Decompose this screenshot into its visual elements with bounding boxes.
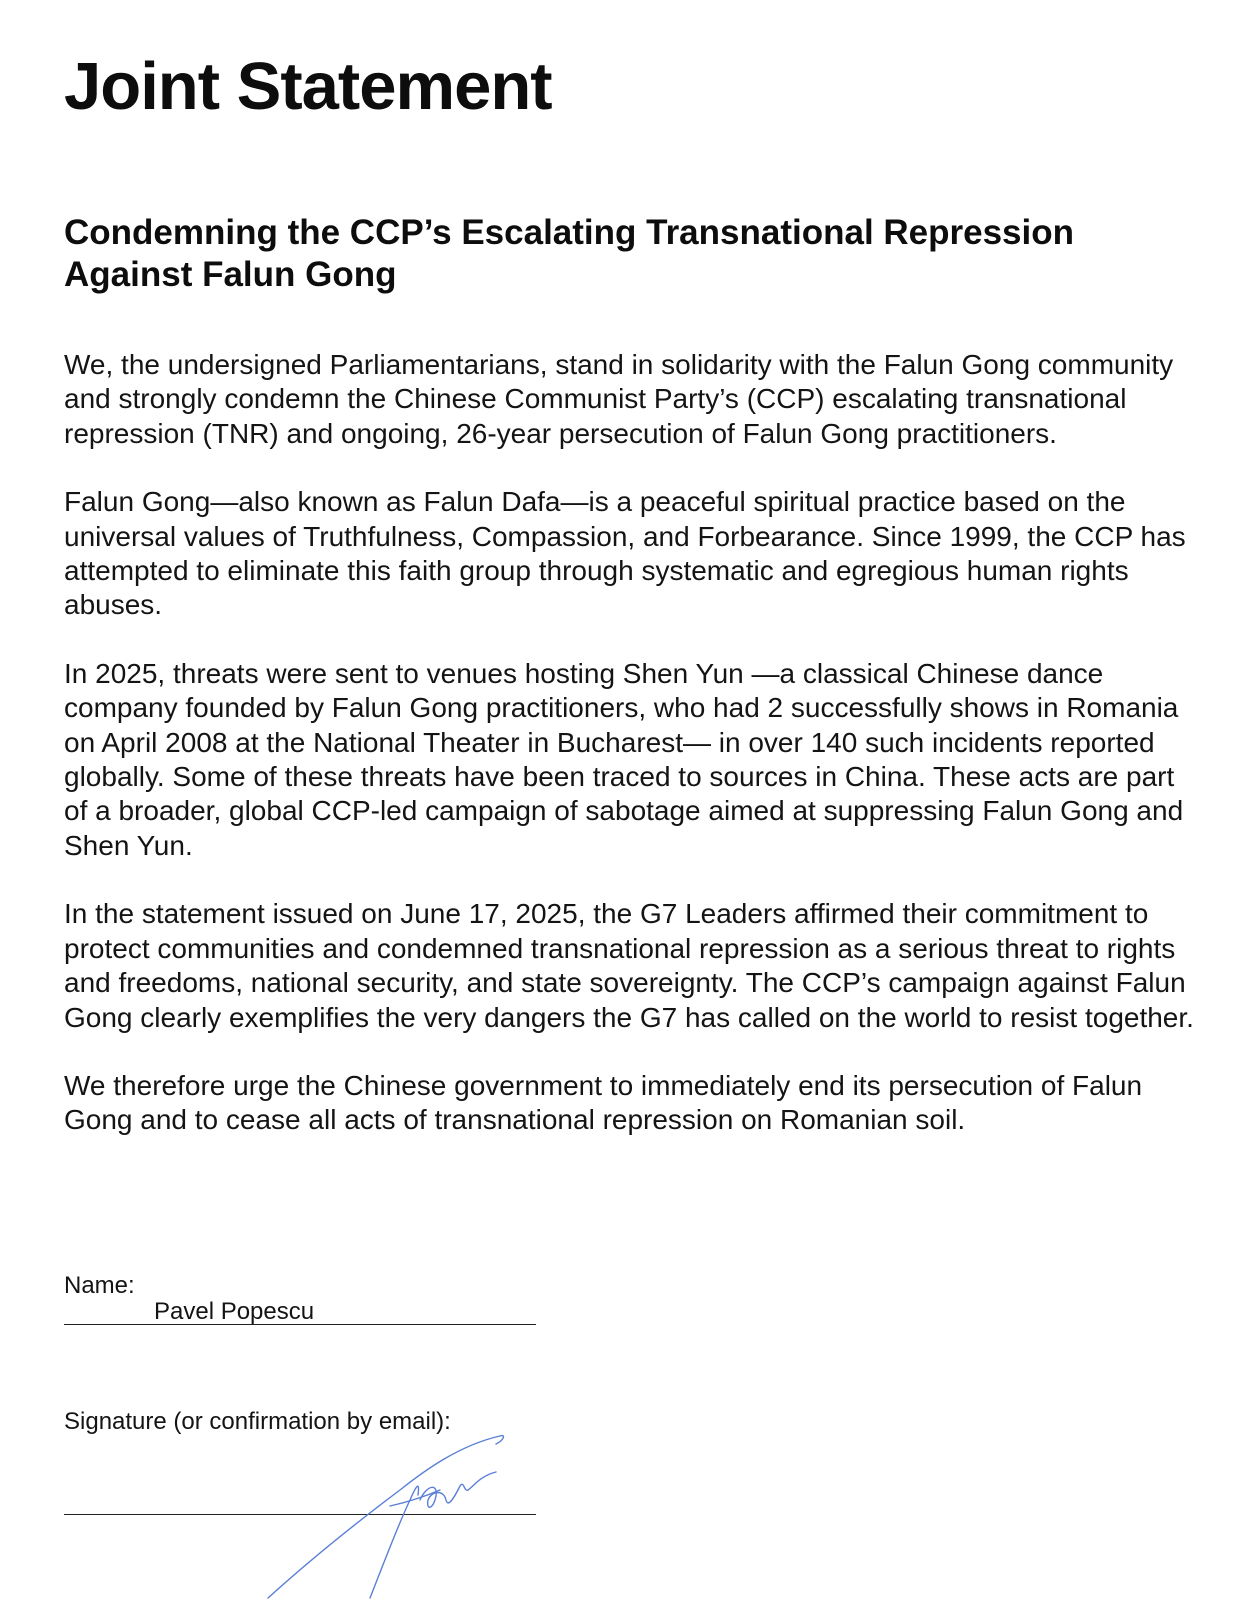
statement-body — [64, 348, 1194, 1172]
signature-label: Signature (or confirmation by email): — [64, 1408, 451, 1435]
paragraph-1: We, the undersigned Parliamentarians, stand in solidarity with the Falun Gong community and strongly condemn the Chinese Communist Party’s (CCP) escalating transnational repression (TNR) and ongoing, 26-year persecution of Falun Gong practitioners. — [64, 349, 1174, 449]
paragraph-3: In 2025, threats were sent to venues hosting Shen Yun —a classical Chinese dance company founded by Falun Gong practitioners, who had 2 successfully shows in Romania on April 2008 at the National Theater in Bucharest— in over 140 such incidents reported globally. Some of these threats have been traced to sources in China. These acts are part of a broader, global CCP-led campaign of sabotage aimed at suppressing Falun Gong and Shen Yun. — [64, 657, 1184, 861]
name-underline — [64, 1324, 536, 1325]
document-subtitle: Condemning the CCP’s Escalating Transnational Repression Against Falun Gong — [64, 213, 1075, 294]
name-label: Name: — [64, 1272, 135, 1299]
paragraph-4: In the statement issued on June 17, 2025, the G7 Leaders affirmed their commitment to protect communities and condemned transnational repression as a serious threat to rights and freedoms, national security, and state sovereignty. The CCP’s campaign against Falun Gong clearly exemplifies the very dangers the G7 has called on the world to resist together. — [64, 898, 1194, 1033]
handwritten-signature-icon — [250, 1420, 530, 1600]
paragraph-2: Falun Gong—also known as Falun Dafa—is a peaceful spiritual practice based on the universal values of Truthfulness, Compassion, and Forbearance. Since 1999, the CCP has attempted to eliminate this faith group through systematic and egregious human rights abuses. — [64, 486, 1186, 621]
document-title: Joint Statement — [64, 49, 552, 124]
paragraph-5: We therefore urge the Chinese government to immediately end its persecution of Falun Gong and to cease all acts of transnational repression on Romanian soil. — [64, 1069, 1143, 1136]
name-value: Pavel Popescu — [154, 1298, 315, 1325]
